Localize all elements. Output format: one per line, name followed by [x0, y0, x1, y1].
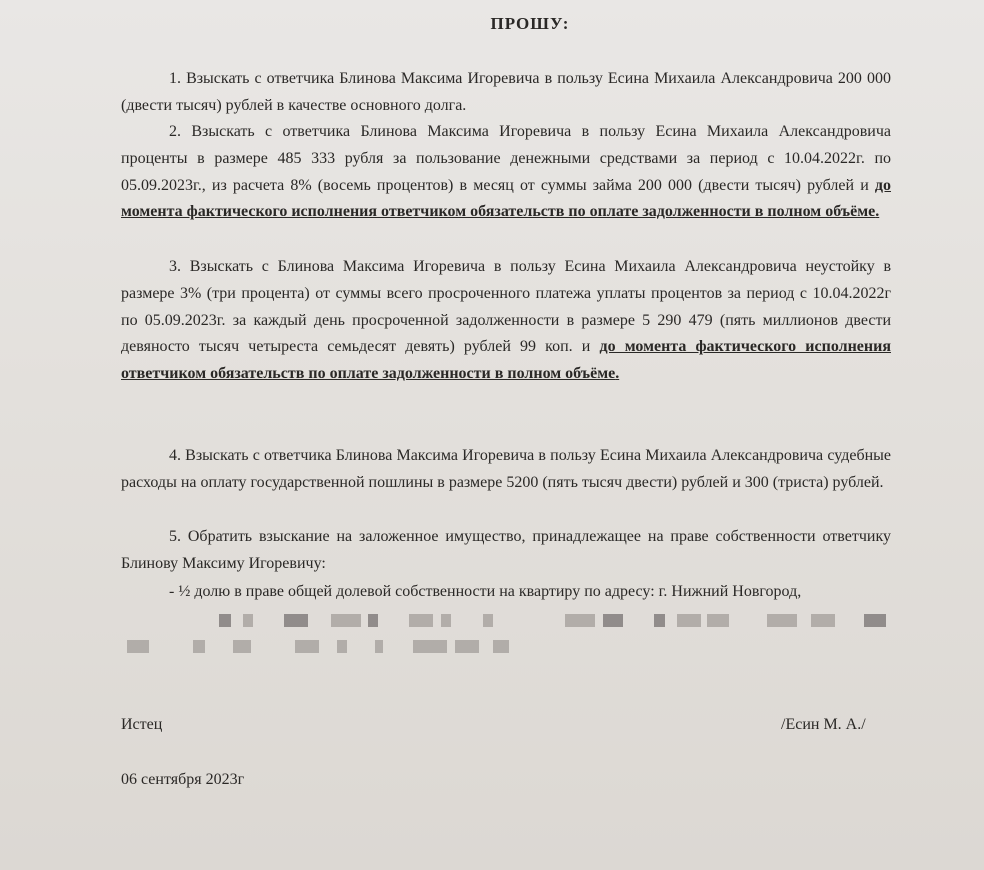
- redaction-block: [413, 640, 447, 653]
- request-item-4-text: 4. Взыскать с ответчика Блинова Максима Игоревича в пользу Есина Михаила Александровича судебные расходы на оплату государственной пошлины в размере 5200 (пять тысяч двести) рублей и 300 (триста) рублей.: [121, 447, 891, 491]
- redaction-block: [483, 614, 493, 627]
- request-item-3-text: 3. Взыскать с Блинова Максима Игоревича в пользу Есина Михаила Александровича неустойку в размере 3% (три процента) от суммы всего просроченного платежа уплаты процентов за период с 10.04.2022г по 05.09.2023г. за каждый день просроченной задолженности в размере 5 290 479 (пять миллионов двести девяносто тысяч четыреста семьдесят девять) рублей 99 коп. и: [121, 258, 891, 356]
- request-item-5: [121, 524, 891, 578]
- redaction-block: [337, 640, 347, 653]
- redaction-block: [603, 614, 623, 627]
- redaction-block: [127, 640, 149, 653]
- redaction-block: [565, 614, 595, 627]
- redaction-block: [368, 614, 378, 627]
- redaction-block: [493, 640, 509, 653]
- redaction-block: [375, 640, 383, 653]
- request-item-3-emphasis: до момента фактического исполнения ответчиком обязательств по оплате задолженности в полном объёме: [121, 338, 891, 383]
- request-item-1: [121, 66, 891, 120]
- redaction-block: [767, 614, 797, 627]
- redaction-block: [707, 614, 729, 627]
- redaction-block: [193, 640, 205, 653]
- redaction-block: [455, 640, 479, 653]
- redaction-block: [677, 614, 701, 627]
- request-item-2-emphasis: до момента фактического исполнения ответчиком обязательств по оплате задолженности в полном объёме: [121, 176, 891, 221]
- redaction-block: [409, 614, 433, 627]
- property-address: [121, 579, 891, 606]
- request-item-2-text: 2. Взыскать с ответчика Блинова Максима Игоревича в пользу Есина Михаила Александровича проценты в размере 485 333 рубля за пользование денежными средствами за период с 10.04.2022г. по 05.09.2023г., из расчета 8% (восемь процентов) в месяц от суммы займа 200 000 (двести тысяч) рублей и: [121, 123, 891, 194]
- redaction-block: [243, 614, 253, 627]
- redaction-block: [284, 614, 308, 627]
- plaintiff-label: Истец: [121, 716, 163, 733]
- request-item-3-end: .: [615, 365, 620, 383]
- request-item-1-text: 1. Взыскать с ответчика Блинова Максима Игоревича в пользу Есина Михаила Александровича 200 000 (двести тысяч) рублей в качестве основного долга.: [121, 70, 891, 114]
- redaction-block: [233, 640, 251, 653]
- request-item-4: [121, 443, 891, 497]
- document-heading: ПРОШУ:: [490, 14, 570, 33]
- redaction-block: [295, 640, 319, 653]
- property-address-text: - ½ долю в праве общей долевой собственности на квартиру по адресу: г. Нижний Новгород,: [169, 583, 802, 600]
- document-date: 06 сентября 2023г: [121, 771, 245, 788]
- redaction-block: [811, 614, 835, 627]
- request-item-5-text: 5. Обратить взыскание на заложенное имущество, принадлежащее на праве собственности ответчику Блинову Максиму Игоревичу:: [121, 528, 891, 572]
- redaction-block: [864, 614, 886, 627]
- redaction-block: [331, 614, 361, 627]
- redaction-block: [219, 614, 231, 627]
- redaction-block: [441, 614, 451, 627]
- request-item-2: [121, 119, 891, 226]
- request-item-2-end: .: [875, 203, 880, 221]
- plaintiff-signature-name: /Есин М. А./: [781, 716, 866, 733]
- request-item-3: [121, 254, 891, 388]
- redaction-block: [654, 614, 665, 627]
